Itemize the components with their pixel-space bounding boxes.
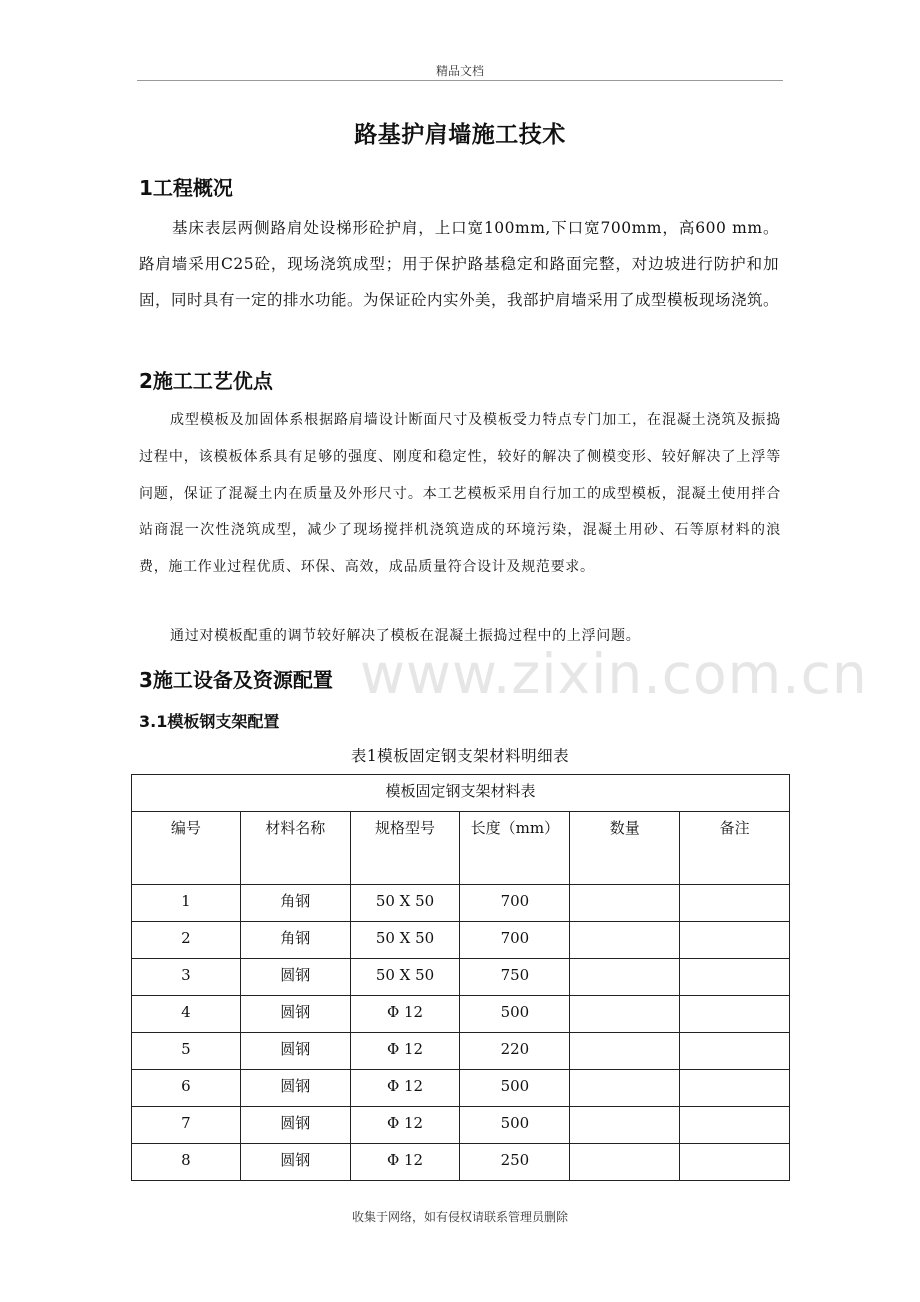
cell-remark	[680, 922, 790, 959]
cell-remark	[680, 885, 790, 922]
document-title: 路基护肩墙施工技术	[354, 122, 566, 148]
table-row	[132, 1144, 790, 1181]
table-row	[132, 1033, 790, 1070]
cell-quantity	[570, 885, 680, 922]
column-header-length: 长度（mm）	[460, 812, 570, 885]
section-2-heading: 2施工工艺优点	[139, 369, 273, 393]
page-header: 精品文档	[435, 64, 484, 78]
cell-remark	[680, 1144, 790, 1181]
cell-id: 1	[132, 885, 241, 922]
table-row	[132, 996, 790, 1033]
cell-id: 2	[132, 922, 241, 959]
page-footer: 收集于网络，如有侵权请联系管理员删除	[351, 1210, 568, 1224]
materials-table	[131, 774, 790, 1181]
cell-quantity	[570, 1070, 680, 1107]
table-header-row	[132, 812, 790, 885]
cell-quantity	[570, 922, 680, 959]
cell-material: 圆钢	[240, 1033, 350, 1070]
watermark: www.zixin.com.cn	[360, 642, 868, 706]
cell-spec: 50 X 50	[350, 885, 460, 922]
cell-remark	[680, 996, 790, 1033]
table-title-cell: 模板固定钢支架材料表	[132, 775, 790, 812]
table-caption: 表1模板固定钢支架材料明细表	[350, 747, 570, 765]
cell-remark	[680, 1107, 790, 1144]
header-divider	[137, 80, 783, 81]
column-header-spec: 规格型号	[350, 812, 460, 885]
cell-id: 4	[132, 996, 241, 1033]
cell-id: 3	[132, 959, 241, 996]
cell-length: 220	[460, 1033, 570, 1070]
cell-material: 圆钢	[240, 1070, 350, 1107]
table-title-row	[132, 775, 790, 812]
cell-material: 角钢	[240, 922, 350, 959]
section-2-paragraph-2: 通过对模板配重的调节较好解决了模板在混凝土振捣过程中的上浮问题。	[170, 628, 641, 644]
section-1-paragraph: 基床表层两侧路肩处设梯形砼护肩，上口宽100mm,下口宽700mm，高600 mm。路肩墙采用C25砼，现场浇筑成型；用于保护路基稳定和路面完整，对边坡进行防护和加固，同时具有一定的排水功能。为保证砼内实外美，我部护肩墙采用了成型模板现场浇筑。	[139, 219, 780, 309]
cell-material: 角钢	[240, 885, 350, 922]
cell-spec: Φ 12	[350, 996, 460, 1033]
cell-spec: Φ 12	[350, 1070, 460, 1107]
cell-id: 6	[132, 1070, 241, 1107]
cell-spec: Φ 12	[350, 1033, 460, 1070]
cell-length: 750	[460, 959, 570, 996]
table-row	[132, 1107, 790, 1144]
cell-length: 700	[460, 885, 570, 922]
section-2-paragraph-1: 成型模板及加固体系根据路肩墙设计断面尺寸及模板受力特点专门加工，在混凝土浇筑及振捣过程中，该模板体系具有足够的强度、刚度和稳定性，较好的解决了侧模变形、较好解决了上浮等问题，保证了混凝土内在质量及外形尺寸。本工艺模板采用自行加工的成型模板，混凝土使用拌合站商混一次性浇筑成型，减少了现场搅拌机浇筑造成的环境污染，混凝土用砂、石等原材料的浪费，施工作业过程优质、环保、高效，成品质量符合设计及规范要求。	[139, 412, 781, 576]
column-header-id: 编号	[132, 812, 241, 885]
cell-length: 500	[460, 1107, 570, 1144]
cell-spec: Φ 12	[350, 1107, 460, 1144]
section-3-1-heading: 3.1模板钢支架配置	[139, 712, 280, 731]
cell-quantity	[570, 1033, 680, 1070]
cell-remark	[680, 1033, 790, 1070]
table-row	[132, 885, 790, 922]
cell-quantity	[570, 1107, 680, 1144]
section-1-heading: 1工程概况	[139, 176, 233, 200]
cell-material: 圆钢	[240, 959, 350, 996]
column-header-quantity: 数量	[570, 812, 680, 885]
column-header-remark: 备注	[680, 812, 790, 885]
cell-length: 500	[460, 996, 570, 1033]
cell-quantity	[570, 959, 680, 996]
section-3-heading: 3施工设备及资源配置	[139, 668, 333, 692]
cell-id: 5	[132, 1033, 241, 1070]
cell-id: 8	[132, 1144, 241, 1181]
cell-quantity	[570, 1144, 680, 1181]
cell-material: 圆钢	[240, 996, 350, 1033]
cell-id: 7	[132, 1107, 241, 1144]
cell-quantity	[570, 996, 680, 1033]
table-row	[132, 959, 790, 996]
cell-length: 700	[460, 922, 570, 959]
column-header-material: 材料名称	[240, 812, 350, 885]
cell-remark	[680, 1070, 790, 1107]
cell-material: 圆钢	[240, 1107, 350, 1144]
cell-material: 圆钢	[240, 1144, 350, 1181]
cell-spec: 50 X 50	[350, 922, 460, 959]
cell-spec: Φ 12	[350, 1144, 460, 1181]
cell-spec: 50 X 50	[350, 959, 460, 996]
cell-length: 250	[460, 1144, 570, 1181]
table-row	[132, 1070, 790, 1107]
cell-remark	[680, 959, 790, 996]
cell-length: 500	[460, 1070, 570, 1107]
table-body	[132, 775, 790, 1181]
table-row	[132, 922, 790, 959]
